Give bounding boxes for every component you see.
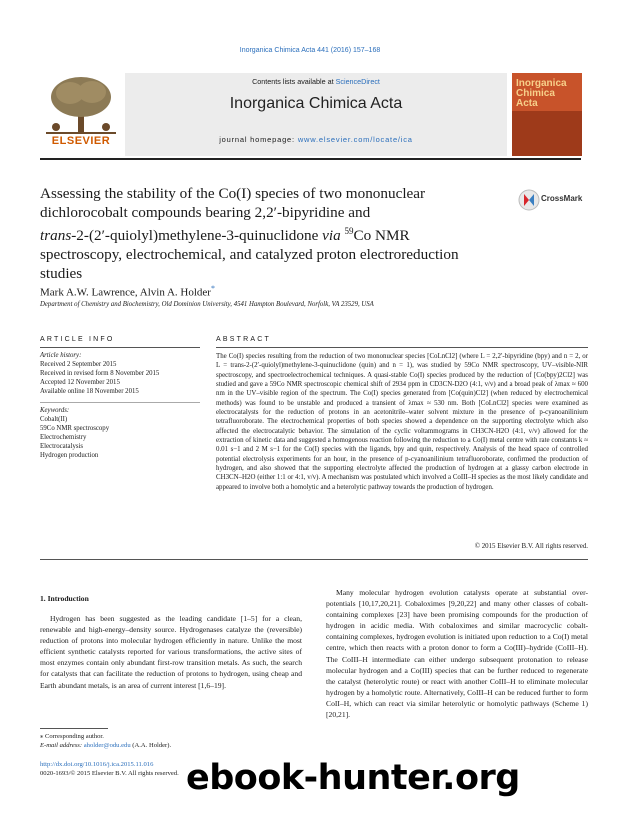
keyword-3: Electrochemistry: [40, 433, 87, 441]
abstract-bottom-rule: [40, 559, 588, 560]
contents-prefix: Contents lists available at: [252, 77, 336, 86]
intro-paragraph-left: Hydrogen has been suggested as the leading candidate [1–5] for a clean, renewable and high-energy–density source. Hydrogenases catalyze the (reversible) reduction of protons into molecular hydrogen efficiently in nature. Unlike the most efficient synthetic catalysts reported for various transformations, the active sites of most enzymes contain only abundant first-row transition metals. As such, the search for catalysts that can facilitate the reduction of protons to hydrogen, using cheap and Earth abundant metals, is an area of current interest [1,6–19].: [40, 614, 302, 690]
history-received: Received 2 September 2015: [40, 360, 117, 368]
section-title-introduction: 1. Introduction: [40, 594, 89, 603]
journal-homepage: [125, 135, 507, 144]
keyword-4: Electrocatalysis: [40, 442, 84, 450]
history-online: Available online 18 November 2015: [40, 387, 139, 395]
journal-reference[interactable]: Inorganica Chimica Acta 441 (2016) 157–168: [239, 47, 381, 54]
article-info-heading: ARTICLE INFO: [40, 336, 115, 343]
journal-cover-thumbnail[interactable]: [512, 73, 582, 156]
journal-name: Inorganica Chimica Acta: [229, 95, 403, 112]
issn-line: 0020-1693/© 2015 Elsevier B.V. All rights reserved.: [40, 770, 179, 777]
abstract-text: The Co(I) species resulting from the reduction of two mononuclear species [CoLnCl2] (where L = 2,2′-bipyridine (bpy) and n = 2, or L = trans-2-(2′-quiolyl)methylene-3-quinuclidone (quin) and n = 1), was studied by 59Co NMR spectroscopy, UV–visible-NIR spectroscopy, and spectroelectrochemical techniques. A quasi-stable Co(I) species produced by the reduction of [Co(bpy)2Cl2] was studied and gave a 59Co NMR spectroscopic chemical shift of 2934 ppm in CD3CN-D2O (4:1, v/v) and a broad peak of λmax ≈ 600 nm in the UV–visible region of the spectrum. The Co(I) species generated from [Co(quin)Cl2] (when reduced by electrochemical methods) was found to be unstable and produced a transient of λmax ≈ 530 nm. Both [CoLnCl2] species were examined as electrocatalysts for the reduction of protons in an acetonitrile–water solvent mixture in the presence of p-cyanoanilinium tetrafluoroborate. The electrochemical properties of both species showed a dependence on the supporting electrolyte which also affected the electrocatalytic behavior. The simulation of the cyclic voltammograms in CH3CN-H2O (4:1, v/v) allowed for the extraction of kinetic data and suggested a homogenous reaction following the reduction to a Co(I) metal centre with rate constants k ≈ 0.01 s−1 and 2 M s−1 for the Co(I) species with the ligands, bpy and quin, respectively. Analysis of the head space of controlled potential electrolysis experiments for an hour, in the presence of p-cyanoanilinium tetrafluoroborate, confirmed the production of hydrogen, and also showed that the supporting electrolyte affected the production of hydrogen at a glassy carbon electrode in CH3CN–H2O (either 1:1 or 4:1, v/v). A mechanism was postulated which involved a CoIII–H species as the most likely candidate and appeared to involve both a homolytic and a heterolytic pathway towards the production of hydrogen.: [216, 353, 588, 491]
abstract-rule: [216, 347, 588, 348]
title-line-5: studies: [40, 265, 83, 283]
cover-title: Inorganica Chimica Acta: [516, 78, 567, 109]
keyword-5: Hydrogen production: [40, 451, 99, 459]
sciencedirect-link[interactable]: ScienceDirect: [335, 77, 380, 86]
keywords-rule: [40, 402, 200, 403]
title-sup: 59: [344, 226, 354, 236]
corresponding-mark[interactable]: *: [210, 284, 215, 293]
keywords: [40, 407, 200, 460]
title-nmr: Co NMR: [353, 227, 410, 245]
footnote-rule: [40, 728, 108, 729]
title-line-1: Assessing the stability of the Co(I) species of two mononuclear: [40, 185, 426, 202]
cover-band: [512, 111, 582, 156]
homepage-link[interactable]: www.elsevier.com/locate/ica: [297, 135, 413, 144]
affiliation: Department of Chemistry and Biochemistry, Old Dominion University, 4541 Hampton Boulevard, Norfolk, VA 23529, USA: [40, 301, 374, 308]
email-prefix: E-mail address:: [40, 742, 84, 749]
author-names: Mark A.W. Lawrence, Alvin A. Holder: [40, 286, 211, 299]
crossmark-icon: [518, 189, 540, 211]
email-line: [40, 741, 171, 750]
title-compound: -2-(2′-quiolyl)methylene-3-quinuclidone: [71, 227, 323, 245]
abstract-heading: ABSTRACT: [216, 336, 271, 343]
article-info-rule: [40, 347, 200, 348]
header-rule: [40, 158, 581, 160]
history-heading: Article history:: [40, 352, 82, 359]
footnote: [40, 732, 171, 750]
email-link[interactable]: aholder@odu.edu: [83, 742, 131, 749]
crossmark-label[interactable]: CrossMark: [541, 194, 583, 203]
corresponding-author-note: ⁎ Corresponding author.: [40, 733, 104, 740]
title-via: via: [322, 227, 341, 245]
title-trans: trans: [40, 227, 72, 245]
title-line-3: [40, 222, 500, 245]
history-revised: Received in revised form 8 November 2015: [40, 369, 160, 377]
title-line-4: spectroscopy, electrochemical, and catalyzed proton electroreduction: [40, 246, 459, 264]
email-suffix: (A.A. Holder).: [130, 742, 172, 749]
doi-block: [40, 760, 179, 778]
homepage-prefix: journal homepage:: [219, 135, 298, 144]
authors: [40, 284, 215, 299]
doi-link[interactable]: http://dx.doi.org/10.1016/j.ica.2015.11.016: [40, 761, 154, 768]
elsevier-wordmark: ELSEVIER: [51, 135, 111, 147]
keywords-heading: Keywords:: [40, 407, 70, 414]
title-line-2: dichlorocobalt compounds bearing 2,2′-bipyridine and: [40, 204, 371, 221]
article-title: [40, 184, 500, 283]
watermark: ebook-hunter.org: [186, 758, 520, 798]
keyword-2: 59Co NMR spectroscopy: [40, 424, 110, 432]
article-history: [40, 352, 200, 397]
intro-paragraph-right: Many molecular hydrogen evolution catalysts operate at substantial over-potentials [10,17,20,21]. Cobaloximes [9,20,22] and many other classes of cobalt-containing complexes [23] have been promising compounds for the production of hydrogen in acidic media. With cobaloximes and similar macrocyclic cobalt-containing complexes, hydrogen evolution is initiated upon reduction to a Co(I) metal centre, which then reacts with a proton donor to form a Co(III)–hydride (CoIII–H). The CoIII–H intermediate can either undergo subsequent protonation to release molecular hydrogen and a Co(III) species that can be further reduced to regenerate the catalyst (heterolytic route) or react with another CoIII–H to eliminate molecular hydrogen by a homolytic route. Alternatively, CoIII–H can be reduced further to form CoII–H, which can react via similar heterolytic or homolytic pathways (Scheme 1) [20,21].: [326, 588, 588, 720]
history-accepted: Accepted 12 November 2015: [40, 378, 120, 386]
contents-line: [125, 77, 507, 86]
keyword-1: Cobalt(II): [40, 415, 68, 423]
abstract-copyright: © 2015 Elsevier B.V. All rights reserved.: [474, 543, 588, 550]
